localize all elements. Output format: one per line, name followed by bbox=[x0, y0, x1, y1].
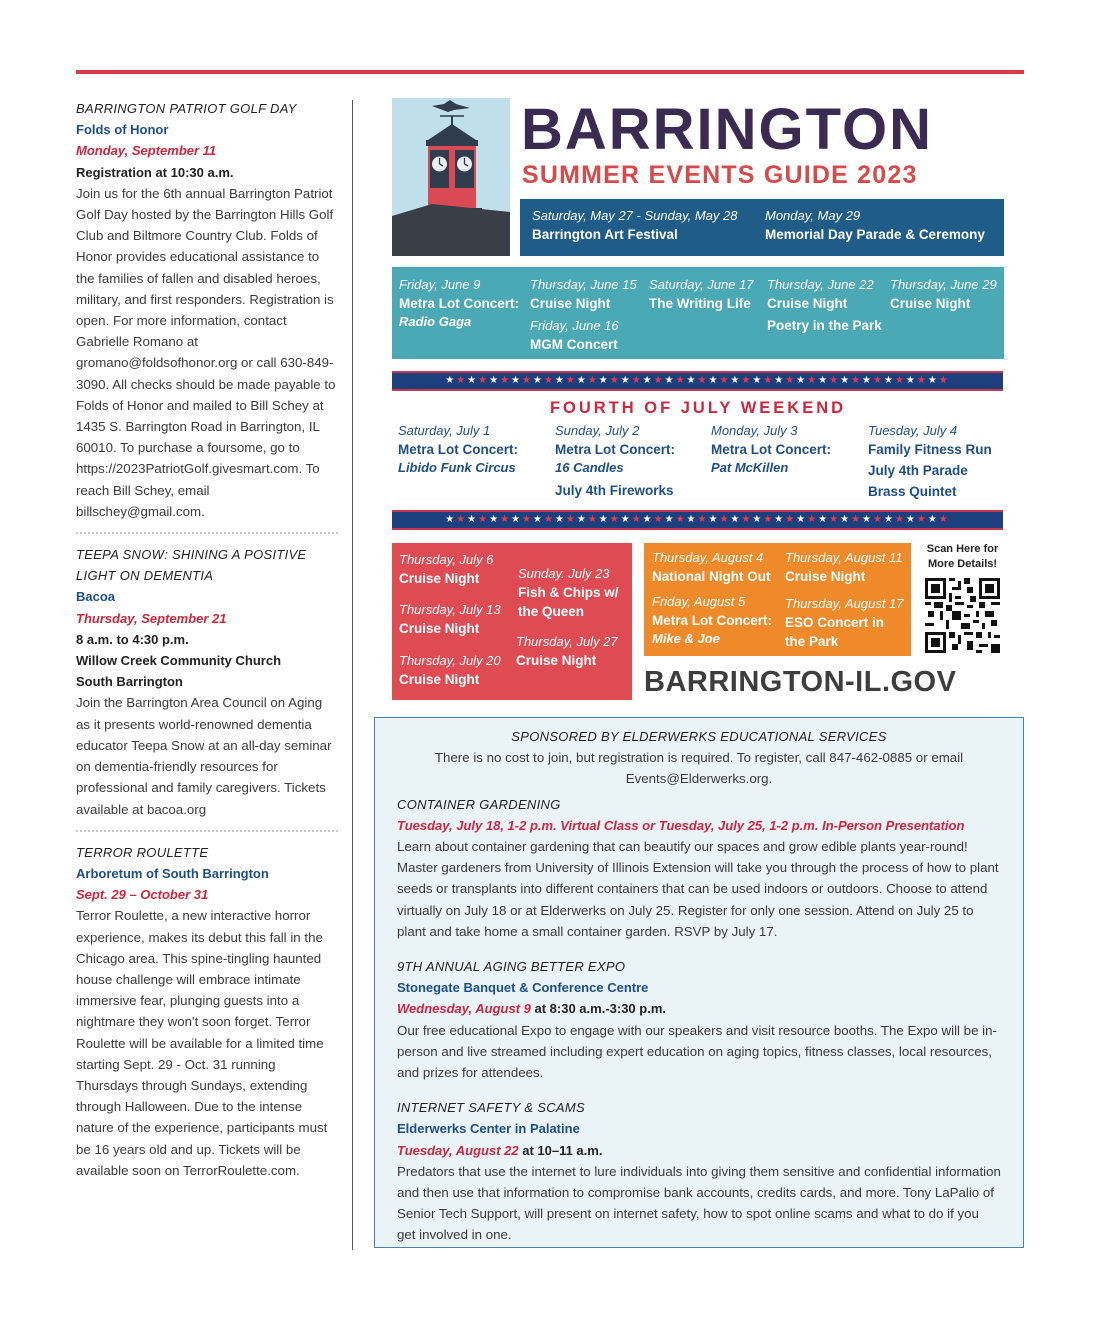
july-event bbox=[518, 565, 619, 621]
july-band bbox=[392, 543, 632, 700]
sponsor-intro: There is no cost to join, but registration is required. To register, call 847-462-0885 or email Events@Elderwerks.org. bbox=[434, 750, 964, 787]
event-title: 9TH ANNUAL AGING BETTER EXPO bbox=[397, 959, 626, 975]
july-event bbox=[398, 422, 518, 476]
event-name: Metra Lot Concert: bbox=[711, 442, 832, 457]
event-name: Cruise Night bbox=[399, 571, 480, 586]
event-name: Metra Lot Concert: bbox=[555, 442, 676, 457]
event-title: TEEPA SNOW: SHINING A POSITIVE LIGHT ON DEMENTIA bbox=[76, 547, 307, 584]
event-performer: Libido Funk Circus bbox=[398, 460, 516, 475]
dotted-divider bbox=[76, 830, 338, 832]
event-name: Cruise Night bbox=[890, 296, 971, 311]
event-time: at 10–11 a.m. bbox=[518, 1142, 603, 1158]
event-performer: 16 Candles bbox=[555, 460, 624, 475]
august-event bbox=[652, 549, 771, 586]
june-band bbox=[392, 267, 1004, 359]
july-event bbox=[399, 551, 493, 588]
event-date: Thursday, August 11 bbox=[785, 550, 903, 565]
left-column bbox=[76, 98, 338, 1181]
event-name: The Writing Life bbox=[649, 296, 751, 311]
event-name: Memorial Day Parade & Ceremony bbox=[765, 227, 985, 242]
event-date: Thursday, August 4 bbox=[652, 550, 764, 565]
july-event bbox=[399, 601, 501, 638]
event-date: Thursday, July 20 bbox=[399, 653, 501, 668]
event-org: Folds of Honor bbox=[76, 122, 169, 138]
event-name: Cruise Night bbox=[530, 296, 611, 311]
event-date: Monday, May 29 bbox=[765, 208, 861, 223]
event-title: CONTAINER GARDENING bbox=[397, 796, 561, 812]
event-date: Sunday. July 23 bbox=[518, 566, 610, 581]
event-name: July 4th Fireworks bbox=[555, 483, 674, 498]
event-datetime bbox=[397, 998, 1001, 1019]
july-event bbox=[868, 422, 992, 501]
june-event bbox=[767, 276, 882, 335]
qr-code-icon[interactable] bbox=[925, 578, 1000, 653]
august-event bbox=[652, 593, 772, 647]
event-date: Sept. 29 – October 31 bbox=[76, 887, 209, 903]
event-name: Metra Lot Concert: bbox=[652, 613, 773, 628]
event-title: TERROR ROULETTE bbox=[76, 844, 209, 860]
august-event bbox=[785, 549, 903, 586]
event-date: Tuesday, July 4 bbox=[868, 423, 958, 438]
event-name: Metra Lot Concert: bbox=[398, 442, 519, 457]
june-event bbox=[530, 276, 637, 354]
event-org: Bacoa bbox=[76, 589, 116, 605]
event-name: Barrington Art Festival bbox=[532, 227, 678, 242]
qr-caption bbox=[920, 542, 1005, 572]
event-org: Stonegate Banquet & Conference Centre bbox=[397, 980, 649, 996]
event-body: Predators that use the internet to lure individuals into giving them sensitive and confidential information and then use that information to compromise bank accounts, credits cards, and more. Tony LaPalio of Senior Tech Support, will present on internet safety, how to spot online scams and what to do if you get involved in one. bbox=[397, 1163, 1001, 1243]
event-date: Thursday, August 17 bbox=[785, 596, 904, 611]
star-stripe-divider: ★★★★★★★★★★★★★★★★★★★★★★★★★★★★★★★★★★★★★★★★★★★★★★ bbox=[392, 371, 1003, 391]
top-rule bbox=[76, 70, 1024, 74]
fourth-of-july-heading: FOURTH OF JULY WEEKEND bbox=[549, 399, 847, 417]
event-name: the Queen bbox=[518, 604, 585, 619]
event-org: Arboretum of South Barrington bbox=[76, 865, 269, 881]
event-date: Thursday, June 15 bbox=[530, 277, 637, 292]
event-name: Poetry in the Park bbox=[767, 318, 882, 333]
event-date: Monday, September 11 bbox=[76, 143, 217, 159]
event-name: Fish & Chips w/ bbox=[518, 585, 619, 600]
event-date: Saturday, June 17 bbox=[649, 277, 754, 292]
june-event bbox=[649, 276, 754, 313]
event-place: South Barrington bbox=[76, 674, 183, 690]
sponsor-box bbox=[374, 717, 1024, 1248]
event-name: Brass Quintet bbox=[868, 484, 957, 499]
event-date: Saturday, July 1 bbox=[398, 423, 491, 438]
august-event bbox=[785, 595, 904, 651]
dotted-divider bbox=[76, 532, 338, 534]
event-name: the Park bbox=[785, 634, 839, 649]
event-date: Thursday, June 29 bbox=[890, 277, 997, 292]
clock-tower-logo bbox=[392, 98, 510, 256]
event-name: Cruise Night bbox=[399, 672, 480, 687]
event-name: Cruise Night bbox=[785, 569, 866, 584]
teepa-event bbox=[76, 544, 338, 820]
event-body: Learn about container gardening that can beautify our spaces and grow edible plants year-round! Master gardeners from University of Illinois Extension will take you through the process of how to plant seeds or transplants into different containers that can be used indoors or outdoors. Choose to attend virtually on July 18 or at Elderwerks on July 25. Register for only one session. Attend on July 25 to plant and take home a small container garden. RSVP by July 17. bbox=[397, 839, 999, 939]
june-event bbox=[890, 276, 997, 313]
event-date: Sunday, July 2 bbox=[555, 423, 640, 438]
spacer bbox=[397, 942, 1001, 952]
page-subtitle: SUMMER EVENTS GUIDE 2023 bbox=[522, 161, 918, 189]
spacer bbox=[397, 1083, 1001, 1093]
event-name: National Night Out bbox=[652, 569, 771, 584]
qr-caption-line: More Details! bbox=[927, 558, 998, 570]
event-date: Wednesday, August 9 bbox=[397, 1001, 531, 1017]
event-date: Thursday, July 13 bbox=[399, 602, 501, 617]
event-body: Join us for the 6th annual Barrington Patriot Golf Day hosted by the Barrington Hills Golf Club and Biltmore Country Club. Folds of Honor provides educational assistance to the families of fallen and disabled heroes, military, and first responders. Registration is open. For more information, contact Gabrielle Romano at gromano@foldsofhonor.org or call 630-849-3090. All checks should be made payable to Folds of Honor and mailed to Bill Schey at 1435 S. Barrington Road in Barrington, IL 60010. To purchase a foursome, go to https://2023PatriotGolf.givesmart.com. To reach Bill Schey, email billschey@gmail.com. bbox=[76, 185, 336, 519]
page-title: BARRINGTON bbox=[521, 97, 934, 162]
event-name: July 4th Parade bbox=[868, 463, 968, 478]
event-body: Terror Roulette, a new interactive horror experience, makes its debut this fall in the Chicago area. This spine-tingling haunted house challenge will embrace intimate immersive fear, plunging guests into a nightmare they won't soon forget. Terror Roulette will be available for a limited time starting Sept. 29 - Oct. 31 running Thursdays through Sundays, extending through Halloween. Due to the intense nature of the experience, participants must be 16 years old and up. Tickets will be available soon on TerrorRoulette.com. bbox=[76, 908, 328, 1178]
event-performer: Radio Gaga bbox=[399, 314, 472, 329]
event-date: Friday, June 9 bbox=[399, 277, 481, 292]
event-org: Elderwerks Center in Palatine bbox=[397, 1121, 580, 1137]
event-time: at 8:30 a.m.-3:30 p.m. bbox=[530, 1001, 667, 1017]
event-date: Thursday, September 21 bbox=[76, 610, 227, 626]
event-date: Monday, July 3 bbox=[711, 423, 798, 438]
july-event bbox=[555, 422, 675, 500]
event-date: Thursday, July 6 bbox=[399, 552, 494, 567]
july-event bbox=[711, 422, 831, 476]
star-stripe-divider: ★★★★★★★★★★★★★★★★★★★★★★★★★★★★★★★★★★★★★★★★★★★★★★ bbox=[392, 510, 1003, 530]
event-performer: Mike & Joe bbox=[652, 631, 720, 646]
event-date: Tuesday, August 22 bbox=[397, 1142, 519, 1158]
event-date: Thursday, June 22 bbox=[767, 277, 874, 292]
event-date: Saturday, May 27 - Sunday, May 28 bbox=[532, 208, 738, 223]
event-date: Friday, August 5 bbox=[652, 594, 746, 609]
event-body: Our free educational Expo to engage with our speakers and visit resource booths. The Expo will be in-person and live streamed including expert education on aging topics, fitness classes, local resources, and prizes for attendees. bbox=[397, 1022, 997, 1081]
event-name: Metra Lot Concert: bbox=[399, 296, 520, 311]
event-performer: Pat McKillen bbox=[711, 460, 789, 475]
terror-event bbox=[76, 842, 338, 1181]
july-event bbox=[399, 652, 501, 689]
event-date: Friday, June 16 bbox=[530, 318, 619, 333]
june-event bbox=[399, 276, 519, 330]
website-url[interactable]: BARRINGTON-IL.GOV bbox=[644, 666, 957, 698]
clock-tower-icon bbox=[392, 98, 510, 256]
qr-caption-line: Scan Here for bbox=[926, 543, 999, 555]
event-place: Willow Creek Community Church bbox=[76, 653, 282, 669]
august-band bbox=[644, 543, 911, 656]
event-title: INTERNET SAFETY & SCAMS bbox=[397, 1100, 585, 1116]
event-name: Cruise Night bbox=[516, 653, 597, 668]
july-event bbox=[516, 633, 618, 670]
event-time: 8 a.m. to 4:30 p.m. bbox=[76, 631, 189, 647]
event-datetime bbox=[397, 1140, 1001, 1161]
event-title: BARRINGTON PATRIOT GOLF DAY bbox=[76, 101, 297, 116]
event-name: ESO Concert in bbox=[785, 615, 885, 630]
sponsor-heading: SPONSORED BY ELDERWERKS EDUCATIONAL SERVICES bbox=[511, 729, 887, 744]
event-date: Thursday, July 27 bbox=[516, 634, 618, 649]
may-event bbox=[532, 207, 737, 244]
event-date: Tuesday, July 18, 1-2 p.m. Virtual Class or Tuesday, July 25, 1-2 p.m. In-Person Presentation bbox=[397, 817, 965, 833]
event-body: Join the Barrington Area Council on Aging as it presents world-renowned dementia educator Teepa Snow at an all-day seminar on dementia-friendly resources for professional and family caregivers. Tickets available at bacoa.org bbox=[76, 695, 332, 817]
golf-event bbox=[76, 98, 338, 522]
may-event bbox=[765, 207, 985, 244]
may-band bbox=[520, 199, 1004, 256]
event-name: MGM Concert bbox=[530, 337, 618, 352]
event-time: Registration at 10:30 a.m. bbox=[76, 164, 234, 180]
event-name: Cruise Night bbox=[767, 296, 848, 311]
event-name: Family Fitness Run bbox=[868, 442, 992, 457]
column-divider bbox=[352, 100, 353, 1250]
event-name: Cruise Night bbox=[399, 621, 480, 636]
